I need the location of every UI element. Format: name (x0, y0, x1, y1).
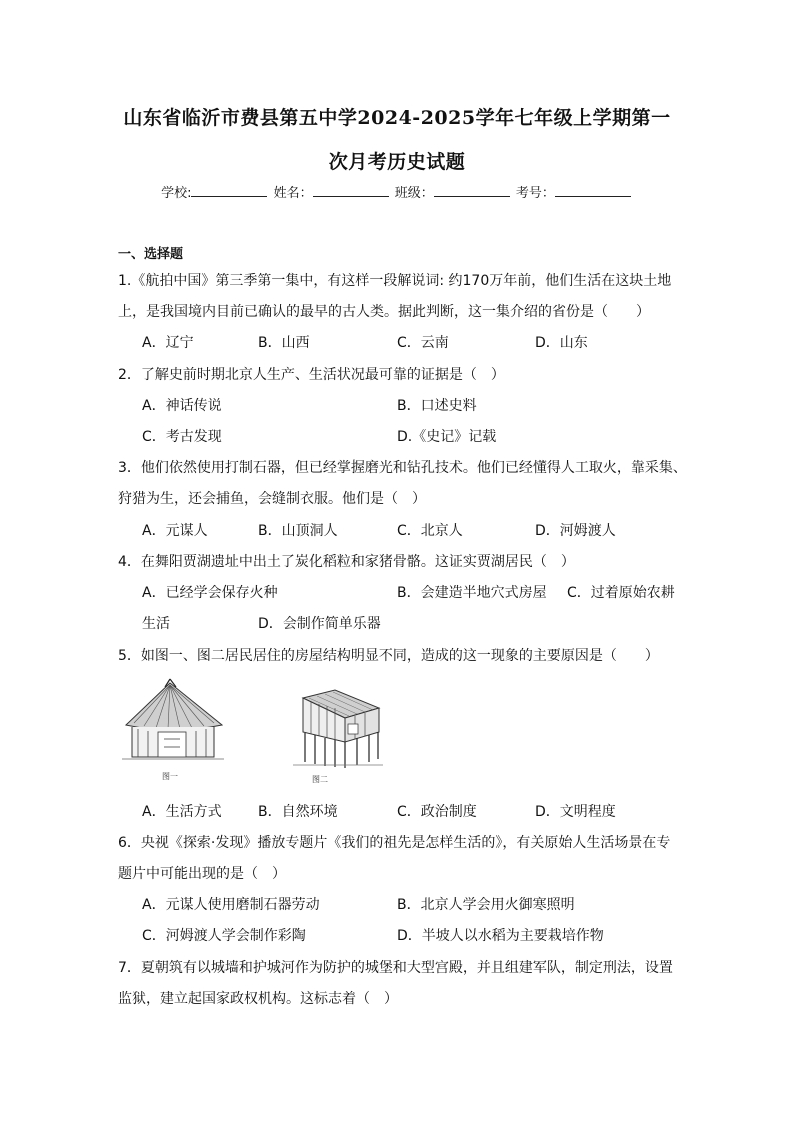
q4-stem: 4．在舞阳贾湖遗址中出土了炭化稻粒和家猪骨骼。这证实贾湖居民（ ） (118, 554, 575, 570)
q1-option-d[interactable]: D．山东 (535, 335, 588, 351)
q6-option-a[interactable]: A．元谋人使用磨制石器劳动 (142, 897, 320, 913)
q5-option-a[interactable]: A．生活方式 (142, 804, 222, 820)
q7-stem-line2: 监狱，建立起国家政权机构。这标志着（ ） (118, 991, 398, 1007)
q6-option-c[interactable]: C．河姆渡人学会制作彩陶 (142, 928, 306, 944)
section-title: 一、选择题 (118, 247, 184, 262)
q5-stem: 5．如图一、图二居民居住的房屋结构明显不同，造成的这一现象的主要原因是（ ） (118, 648, 659, 664)
name-label: 姓名： (273, 186, 313, 201)
q6-stem-line2: 题片中可能出现的是（ ） (118, 866, 286, 882)
q2-option-c[interactable]: C．考古发现 (142, 429, 222, 445)
exam-title-line2: 次月考历史试题 (328, 151, 466, 173)
q2-option-d[interactable]: D.《史记》记载 (397, 429, 497, 445)
q4-option-c-continued: 生活 (142, 616, 170, 632)
q4-option-b[interactable]: B．会建造半地穴式房屋 (397, 585, 547, 601)
q3-option-b[interactable]: B．山顶洞人 (258, 523, 338, 539)
school-label: 学校: (161, 186, 192, 201)
q2-option-a[interactable]: A．神话传说 (142, 398, 222, 414)
q1-option-c[interactable]: C．云南 (397, 335, 449, 351)
q6-option-d[interactable]: D．半坡人以水稻为主要栽培作物 (397, 928, 604, 944)
q3-stem-line2: 狩猎为生，还会捕鱼，会缝制衣服。他们是（ ） (118, 491, 426, 507)
q5-option-c[interactable]: C．政治制度 (397, 804, 477, 820)
school-blank[interactable] (191, 184, 267, 197)
q2-option-b[interactable]: B．口述史料 (397, 398, 477, 414)
class-label: 班级： (394, 186, 434, 201)
q1-option-b[interactable]: B．山西 (258, 335, 310, 351)
figure-1-round-hut-image (118, 677, 228, 767)
q1-stem-line1: 1.《航拍中国》第三季第一集中，有这样一段解说词: 约170万年前，他们生活在这块土地 (118, 273, 672, 289)
q6-option-b[interactable]: B．北京人学会用火御寒照明 (397, 897, 575, 913)
q3-stem-line1: 3．他们依然使用打制石器，但已经掌握磨光和钻孔技术。他们已经懂得人工取火，靠采集、 (118, 460, 687, 476)
q3-option-d[interactable]: D．河姆渡人 (535, 523, 616, 539)
figure-1-caption: 图一 (162, 772, 178, 781)
class-blank[interactable] (434, 184, 510, 197)
figure-2-stilt-house-image (285, 686, 385, 771)
q4-option-a[interactable]: A．已经学会保存火种 (142, 585, 278, 601)
q3-option-a[interactable]: A．元谋人 (142, 523, 208, 539)
q5-option-b[interactable]: B．自然环境 (258, 804, 338, 820)
exam-no-blank[interactable] (555, 184, 631, 197)
q6-stem-line1: 6．央视《探索·发现》播放专题片《我们的祖先是怎样生活的》，有关原始人生活场景在专 (118, 835, 671, 851)
student-info-row (0, 182, 794, 201)
name-blank[interactable] (313, 184, 389, 197)
q3-option-c[interactable]: C．北京人 (397, 523, 463, 539)
q1-stem-line2: 上，是我国境内目前已确认的最早的古人类。据此判断，这一集介绍的省份是（ ） (118, 304, 650, 320)
q7-stem-line1: 7．夏朝筑有以城墙和护城河作为防护的城堡和大型宫殿，并且组建军队，制定刑法，设置 (118, 960, 673, 976)
exam-title-line1: 山东省临沂市费县第五中学2024-2025学年七年级上学期第一 (123, 107, 671, 129)
q5-option-d[interactable]: D．文明程度 (535, 804, 616, 820)
q2-stem: 2．了解史前时期北京人生产、生活状况最可靠的证据是（ ） (118, 367, 505, 383)
figure-2-caption: 图二 (312, 775, 328, 784)
exam-no-label: 考号： (515, 186, 555, 201)
q1-option-a[interactable]: A．辽宁 (142, 335, 194, 351)
q4-option-d[interactable]: D．会制作简单乐器 (258, 616, 381, 632)
q4-option-c[interactable]: C．过着原始农耕 (567, 585, 675, 601)
